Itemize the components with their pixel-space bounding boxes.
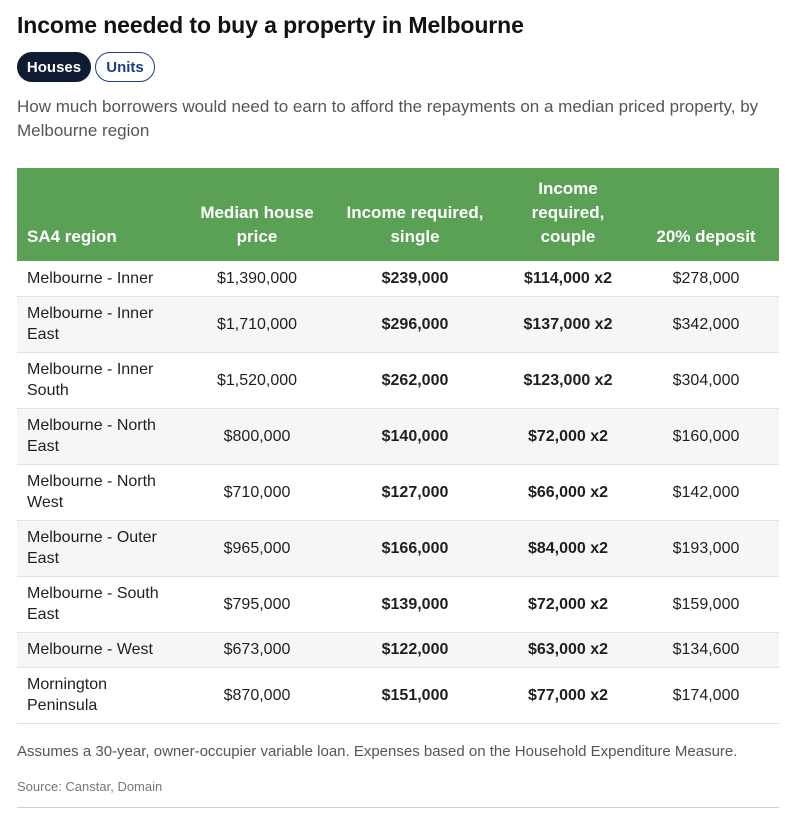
value-cell: $140,000 — [327, 408, 503, 464]
value-cell: $137,000 x2 — [503, 296, 633, 352]
value-cell: $134,600 — [633, 632, 779, 667]
value-cell: $72,000 x2 — [503, 576, 633, 632]
footnote: Assumes a 30-year, owner-occupier variable loan. Expenses based on the Household Expenditure Measure. — [17, 743, 738, 760]
value-cell: $123,000 x2 — [503, 352, 633, 408]
column-header: SA4 region — [17, 168, 187, 261]
table-row — [17, 520, 779, 576]
value-cell: $1,710,000 — [187, 296, 327, 352]
value-cell: $1,390,000 — [187, 261, 327, 296]
column-header: Income required, couple — [503, 168, 633, 261]
table-row — [17, 296, 779, 352]
table-row — [17, 352, 779, 408]
region-cell: Melbourne - Inner East — [17, 296, 187, 352]
income-table — [17, 168, 779, 724]
chart-subtitle: How much borrowers would need to earn to afford the repayments on a median priced property, by Melbourne region — [17, 97, 759, 140]
table-row — [17, 408, 779, 464]
value-cell: $870,000 — [187, 667, 327, 723]
table-row — [17, 576, 779, 632]
value-cell: $127,000 — [327, 464, 503, 520]
source-note: Source: Canstar, Domain — [17, 779, 163, 794]
value-cell: $142,000 — [633, 464, 779, 520]
region-cell: Melbourne - Inner — [17, 261, 187, 296]
table-header-row — [17, 168, 779, 261]
units-toggle-button[interactable]: Units — [95, 52, 155, 82]
region-cell: Melbourne - North East — [17, 408, 187, 464]
bottom-divider — [17, 807, 779, 808]
region-cell: Melbourne - West — [17, 632, 187, 667]
value-cell: $151,000 — [327, 667, 503, 723]
column-header: 20% deposit — [633, 168, 779, 261]
value-cell: $193,000 — [633, 520, 779, 576]
value-cell: $166,000 — [327, 520, 503, 576]
value-cell: $342,000 — [633, 296, 779, 352]
value-cell: $278,000 — [633, 261, 779, 296]
value-cell: $1,520,000 — [187, 352, 327, 408]
region-cell: Mornington Peninsula — [17, 667, 187, 723]
property-type-toggle — [17, 52, 155, 82]
value-cell: $160,000 — [633, 408, 779, 464]
value-cell: $72,000 x2 — [503, 408, 633, 464]
value-cell: $63,000 x2 — [503, 632, 633, 667]
value-cell: $304,000 — [633, 352, 779, 408]
region-cell: Melbourne - South East — [17, 576, 187, 632]
chart-title: Income needed to buy a property in Melbourne — [17, 12, 524, 38]
value-cell: $84,000 x2 — [503, 520, 633, 576]
table-body — [17, 261, 779, 723]
value-cell: $77,000 x2 — [503, 667, 633, 723]
value-cell: $262,000 — [327, 352, 503, 408]
region-cell: Melbourne - Inner South — [17, 352, 187, 408]
value-cell: $122,000 — [327, 632, 503, 667]
table-row — [17, 261, 779, 296]
value-cell: $174,000 — [633, 667, 779, 723]
column-header: Median house price — [187, 168, 327, 261]
value-cell: $239,000 — [327, 261, 503, 296]
value-cell: $139,000 — [327, 576, 503, 632]
value-cell: $800,000 — [187, 408, 327, 464]
table-row — [17, 667, 779, 723]
column-header: Income required, single — [327, 168, 503, 261]
value-cell: $296,000 — [327, 296, 503, 352]
value-cell: $159,000 — [633, 576, 779, 632]
value-cell: $114,000 x2 — [503, 261, 633, 296]
houses-toggle-button[interactable]: Houses — [17, 52, 91, 82]
table-row — [17, 464, 779, 520]
value-cell: $710,000 — [187, 464, 327, 520]
value-cell: $673,000 — [187, 632, 327, 667]
region-cell: Melbourne - Outer East — [17, 520, 187, 576]
region-cell: Melbourne - North West — [17, 464, 187, 520]
table-row — [17, 632, 779, 667]
value-cell: $965,000 — [187, 520, 327, 576]
value-cell: $66,000 x2 — [503, 464, 633, 520]
value-cell: $795,000 — [187, 576, 327, 632]
